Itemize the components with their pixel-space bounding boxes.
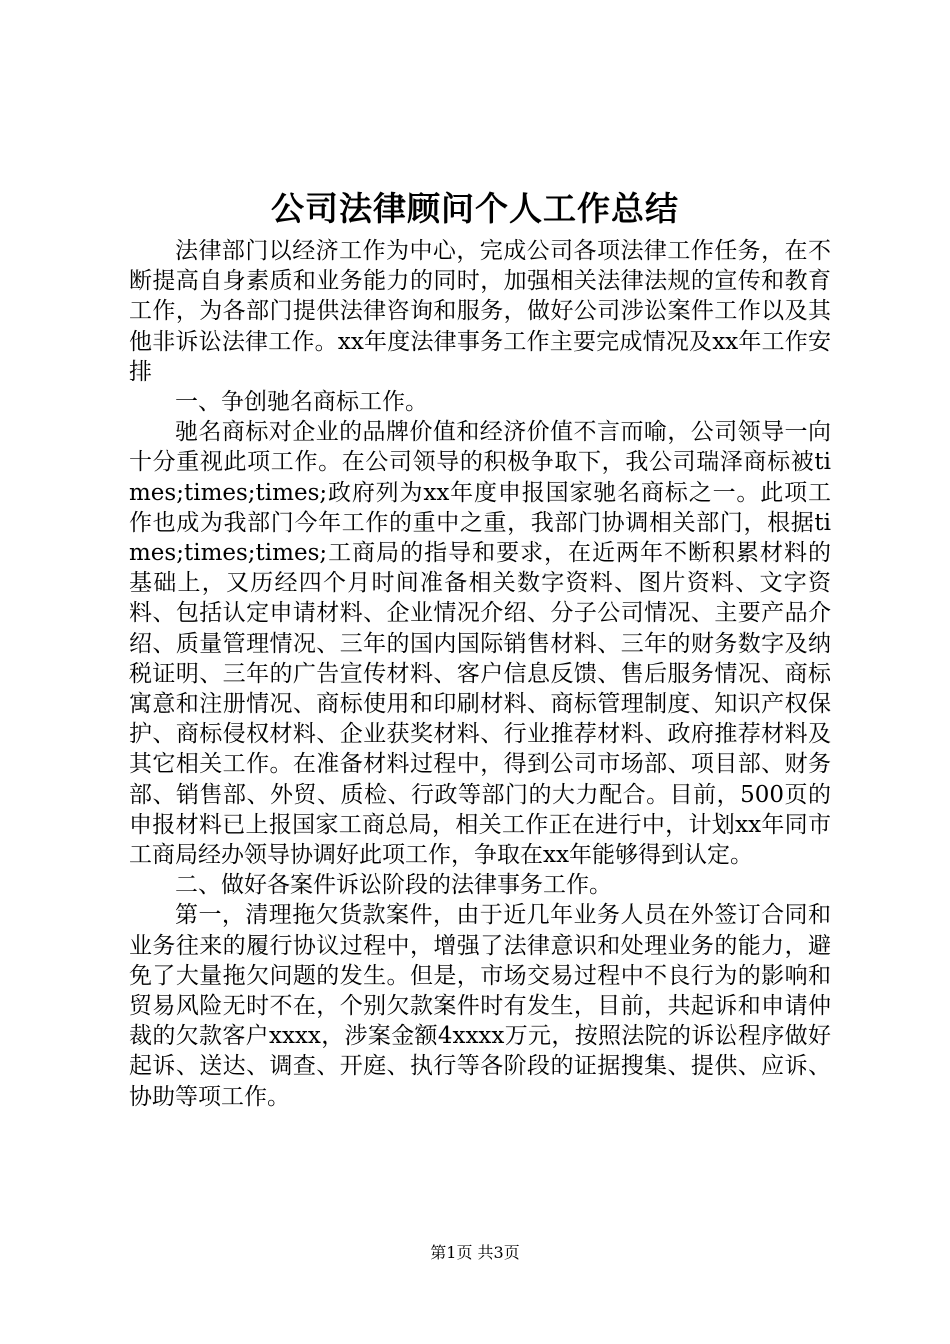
paragraph-litigation: 第一，清理拖欠货款案件，由于近几年业务人员在外签订合同和业务往来的履行协议过程中，增强了法律意识和处理业务的能力，避免了大量拖欠问题的发生。但是，市场交易过程中不良行为的影响和贸易风险无时不在，个别欠款案件时有发生，目前，共起诉和申请仲裁的欠款客户xxxx，涉案金额4xxxx万元，按照法院的诉讼程序做好起诉、送达、调查、开庭、执行等各阶段的证据搜集、提供、应诉、协助等项工作。 (129, 902, 831, 1110)
document-title: 公司法律顾问个人工作总结 (271, 189, 679, 228)
document-body (129, 236, 831, 1112)
page-footer: 第1页 共3页 (430, 1243, 520, 1262)
paragraph-intro: 法律部门以经济工作为中心，完成公司各项法律工作任务，在不断提高自身素质和业务能力的同时，加强相关法律法规的宣传和教育工作，为各部门提供法律咨询和服务，做好公司涉讼案件工作以及其他非诉讼法律工作。xx年度法律事务工作主要完成情况及xx年工作安排 (129, 238, 831, 385)
paragraph-trademark: 驰名商标对企业的品牌价值和经济价值不言而喻，公司领导一向十分重视此项工作。在公司领导的积极争取下，我公司瑞泽商标被times;times;times;政府列为xx年度申报国家驰名商标之一。此项工作也成为我部门今年工作的重中之重，我部门协调相关部门，根据times;times;times;工商局的指导和要求，在近两年不断积累材料的基础上，又历经四个月时间准备相关数字资料、图片资料、文字资料、包括认定申请材料、企业情况介绍、分子公司情况、主要产品介绍、质量管理情况、三年的国内国际销售材料、三年的财务数字及纳税证明、三年的广告宣传材料、客户信息反馈、售后服务情况、商标寓意和注册情况、商标使用和印刷材料、商标管理制度、知识产权保护、商标侵权材料、企业获奖材料、行业推荐材料、政府推荐材料及其它相关工作。在准备材料过程中，得到公司市场部、项目部、财务部、销售部、外贸、质检、行政等部门的大力配合。目前，500页的申报材料已上报国家工商总局，相关工作正在进行中，计划xx年同市工商局经办领导协调好此项工作，争取在xx年能够得到认定。 (129, 419, 831, 869)
section-heading-1: 一、争创驰名商标工作。 (175, 389, 428, 416)
section-heading-2: 二、做好各案件诉讼阶段的法律事务工作。 (175, 872, 612, 899)
